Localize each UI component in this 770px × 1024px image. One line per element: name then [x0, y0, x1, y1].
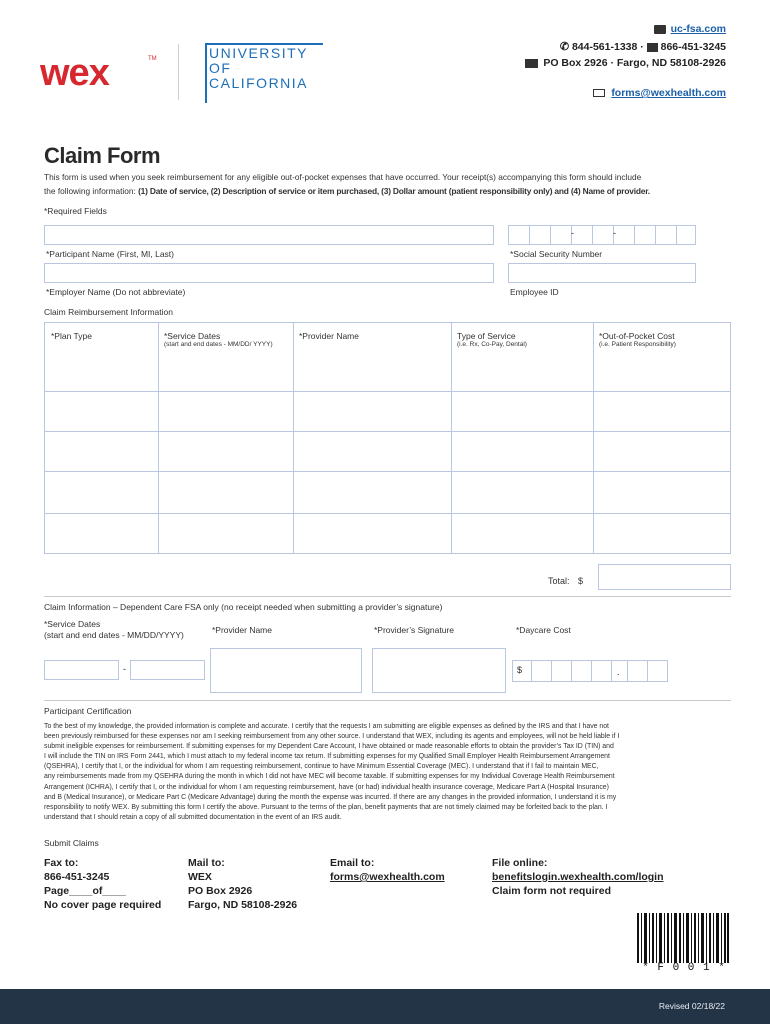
dc-service-dates-label-1: *Service Dates — [44, 619, 101, 629]
claim-reimbursement-title: Claim Reimbursement Information — [44, 307, 173, 317]
mailing-address: PO Box 2926 · Fargo, ND 58108-2926 — [543, 57, 726, 69]
certification-title: Participant Certification — [44, 706, 132, 716]
dc-start-date-field[interactable] — [44, 660, 119, 680]
dc-cost-digit-divider — [551, 661, 552, 681]
online-note: Claim form not required — [492, 885, 612, 897]
revised-date: Revised 02/18/22 — [658, 1001, 725, 1011]
uc-logo — [205, 43, 323, 103]
intro-line-1: This form is used when you seek reimbursement for any eligible out-of-pocket expenses that have occurred. Your receipt(s) accompanying this form should include — [44, 172, 642, 182]
participant-name-label: *Participant Name (First, MI, Last) — [46, 249, 175, 259]
dc-daycare-cost-field[interactable] — [512, 660, 668, 682]
submit-email-link[interactable]: forms@wexhealth.com — [330, 871, 445, 883]
employee-id-label: Employee ID — [510, 287, 559, 297]
dc-cost-currency: $ — [517, 665, 523, 675]
total-label — [548, 576, 583, 586]
dc-provider-name-field[interactable] — [210, 648, 362, 693]
submit-email-block — [330, 856, 445, 884]
dc-cost-digit-divider — [647, 661, 648, 681]
section-divider — [44, 700, 731, 701]
section-divider — [44, 596, 731, 597]
contact-email-row — [593, 87, 726, 99]
ssn-digit-divider — [655, 226, 656, 244]
cert-line: (QSEHRA), I certify that I, or the individual for whom I am requesting reimbursement, continue to have Minimum Essential Coverage (MEC). I understand that if I fail to maintain MEC, — [44, 763, 599, 771]
wex-logo-text: wex — [40, 52, 109, 94]
wex-logo — [40, 54, 160, 94]
online-login-link[interactable]: benefitslogin.wexhealth.com/login — [492, 871, 664, 883]
intro-line-2 — [44, 186, 744, 196]
claim-row-1[interactable] — [45, 351, 730, 391]
computer-icon — [654, 25, 666, 34]
envelope-icon — [593, 89, 605, 97]
total-text: Total: — [548, 576, 570, 586]
dc-service-dates-label-2: (start and end dates - MM/DD/YYYY) — [44, 630, 184, 640]
submit-fax-block — [44, 856, 161, 912]
ssn-digit-divider — [550, 226, 551, 244]
dc-date-dash: - — [123, 664, 126, 674]
ssn-dash-2: - — [613, 228, 616, 238]
ssn-dash-1: - — [571, 228, 574, 238]
website-link[interactable]: uc-fsa.com — [670, 23, 726, 35]
cert-line: been previously reimbursed for these expenses nor am I seeking reimbursement from any other source. I understand that WEX, including its agents and employees, will not be held liable if I — [44, 733, 620, 741]
cert-line: Arrangement (ICHRA), I certify that I, or the individual for whom I am requesting reimbursement, have (or had) individual health insurance coverage, Medicare Part A (Hospital Insurance) — [44, 783, 609, 791]
ssn-digit-divider — [592, 226, 593, 244]
dc-cost-digit-divider — [571, 661, 572, 681]
employer-name-field[interactable] — [44, 263, 494, 283]
fax-icon — [647, 43, 658, 52]
mailbox-icon — [525, 59, 538, 68]
contact-phone-row — [560, 40, 726, 53]
contact-website-row — [654, 23, 726, 35]
required-fields-note: *Required Fields — [44, 206, 107, 216]
form-title: Claim Form — [44, 143, 161, 168]
ssn-digit-divider — [676, 226, 677, 244]
dc-cost-digit-divider — [591, 661, 592, 681]
total-currency: $ — [578, 576, 584, 586]
dependent-care-title: Claim Information – Dependent Care FSA only (no receipt needed when submitting a provider’s signature) — [44, 602, 443, 612]
claim-row-2[interactable] — [45, 392, 730, 431]
dc-cost-decimal: . — [617, 667, 620, 677]
ssn-field[interactable] — [508, 225, 696, 245]
logo-divider — [178, 44, 179, 100]
wex-logo-tm: TM — [148, 56, 157, 62]
total-amount-field[interactable] — [598, 564, 731, 590]
phone-icon: ✆ — [559, 41, 570, 53]
online-heading: File online: — [492, 857, 548, 869]
submit-online-block — [492, 856, 664, 898]
ssn-digit-divider — [634, 226, 635, 244]
mail-line-1: WEX — [188, 871, 212, 883]
cert-line: responsibility to notify WEX. By submitting this form I certify the above. Pursuant to the terms of the plan, benefit payments that are not timely claimed may be forfeited back to the plan. I — [44, 803, 608, 811]
dc-end-date-field[interactable] — [130, 660, 205, 680]
ssn-digit-divider — [529, 226, 530, 244]
cert-line: and B (Medical Insurance), or Medicare Part C (Medicare Advantage) during the month the expense was incurred. If there are any changes in the provided information, I understand it is my — [44, 793, 617, 801]
cert-line: To the best of my knowledge, the provided information is complete and accurate. I certify that the requests I am submitting are eligible expenses as defined by the IRS and that I have not — [44, 723, 609, 730]
uc-logo-line-2: OF — [209, 60, 232, 76]
certification-text — [44, 722, 734, 823]
cert-line: any reimbursements made from my QSEHRA during the month in which I did not have MEC will become taxable. If submitting expenses for my Individual Coverage Health Reimbursement — [44, 773, 615, 781]
claim-row-4[interactable] — [45, 472, 730, 513]
submit-claims-title: Submit Claims — [44, 838, 99, 848]
dc-cost-digit-divider — [531, 661, 532, 681]
barcode-text: * F 0 0 1 * — [642, 962, 726, 974]
cert-line: understand that I should retain a copy of all submitted documentation in the event of an IRS audit. — [44, 813, 342, 821]
submit-mail-block — [188, 856, 297, 912]
col-sub-service-dates: (start and end dates - MM/DD/ YYYY) — [164, 341, 273, 348]
dc-cost-digit-divider — [627, 661, 628, 681]
employer-name-label: *Employer Name (Do not abbreviate) — [46, 287, 186, 297]
claim-row-3[interactable] — [45, 432, 730, 471]
barcode-bars — [637, 913, 729, 963]
ssn-label: *Social Security Number — [510, 249, 603, 259]
dc-provider-signature-label: *Provider’s Signature — [374, 625, 455, 635]
fax-number: 866-451-3245 — [660, 41, 726, 53]
fax-page: Page____of____ — [44, 885, 126, 897]
col-sub-out-of-pocket: (i.e. Patient Responsibility) — [599, 341, 676, 348]
col-header-provider-name: *Provider Name — [299, 331, 359, 341]
barcode — [637, 913, 729, 963]
col-header-service-dates: *Service Dates — [164, 331, 221, 341]
email-heading: Email to: — [330, 857, 375, 869]
cert-line: I will include the TIN on IRS Form 2441, which I must attach to my federal income tax return. If submitting expenses for my Qualified Small Employer Health Reimbursement Arrangement — [44, 753, 610, 761]
intro-line-2-bold: (1) Date of service, (2) Description of service or item purchased, (3) Dollar amount (patient responsibility only) and (4) Name of provider. — [138, 186, 650, 196]
phone-number: 844-561-1338 · — [571, 41, 644, 53]
uc-logo-line-1: UNIVERSITY — [209, 45, 309, 61]
claim-table — [44, 322, 731, 554]
footer-bar — [0, 989, 770, 1024]
mail-heading: Mail to: — [188, 857, 225, 869]
mail-line-3: Fargo, ND 58108-2926 — [188, 899, 298, 911]
col-header-out-of-pocket: *Out-of-Pocket Cost — [599, 331, 675, 341]
employee-id-field[interactable] — [508, 263, 696, 283]
col-header-plan-type: *Plan Type — [51, 331, 92, 341]
email-link[interactable]: forms@wexhealth.com — [611, 87, 726, 99]
uc-logo-line-3: CALIFORNIA — [209, 75, 309, 91]
col-sub-type-of-service: (i.e. Rx, Co-Pay, Dental) — [457, 341, 527, 348]
dc-provider-name-label: *Provider Name — [212, 625, 272, 635]
fax-note: No cover page required — [44, 899, 162, 911]
mail-line-2: PO Box 2926 — [188, 885, 253, 897]
dc-daycare-cost-label: *Daycare Cost — [516, 625, 571, 635]
contact-address-row — [525, 57, 726, 69]
fax-number: 866-451-3245 — [44, 871, 110, 883]
participant-name-field[interactable] — [44, 225, 494, 245]
intro-line-2-prefix: the following information: — [44, 186, 139, 196]
dc-provider-signature-field[interactable] — [372, 648, 506, 693]
cert-line: submit ineligible expenses for reimbursement. If submitting expenses for my Dependent Care Account, I have obtained or made reasonable efforts to obtain the provider’s Tax ID (TIN) and — [44, 743, 614, 751]
claim-row-5[interactable] — [45, 514, 730, 553]
col-header-type-of-service: Type of Service — [457, 331, 516, 341]
dc-cost-digit-divider — [611, 661, 612, 681]
fax-heading: Fax to: — [44, 857, 79, 869]
